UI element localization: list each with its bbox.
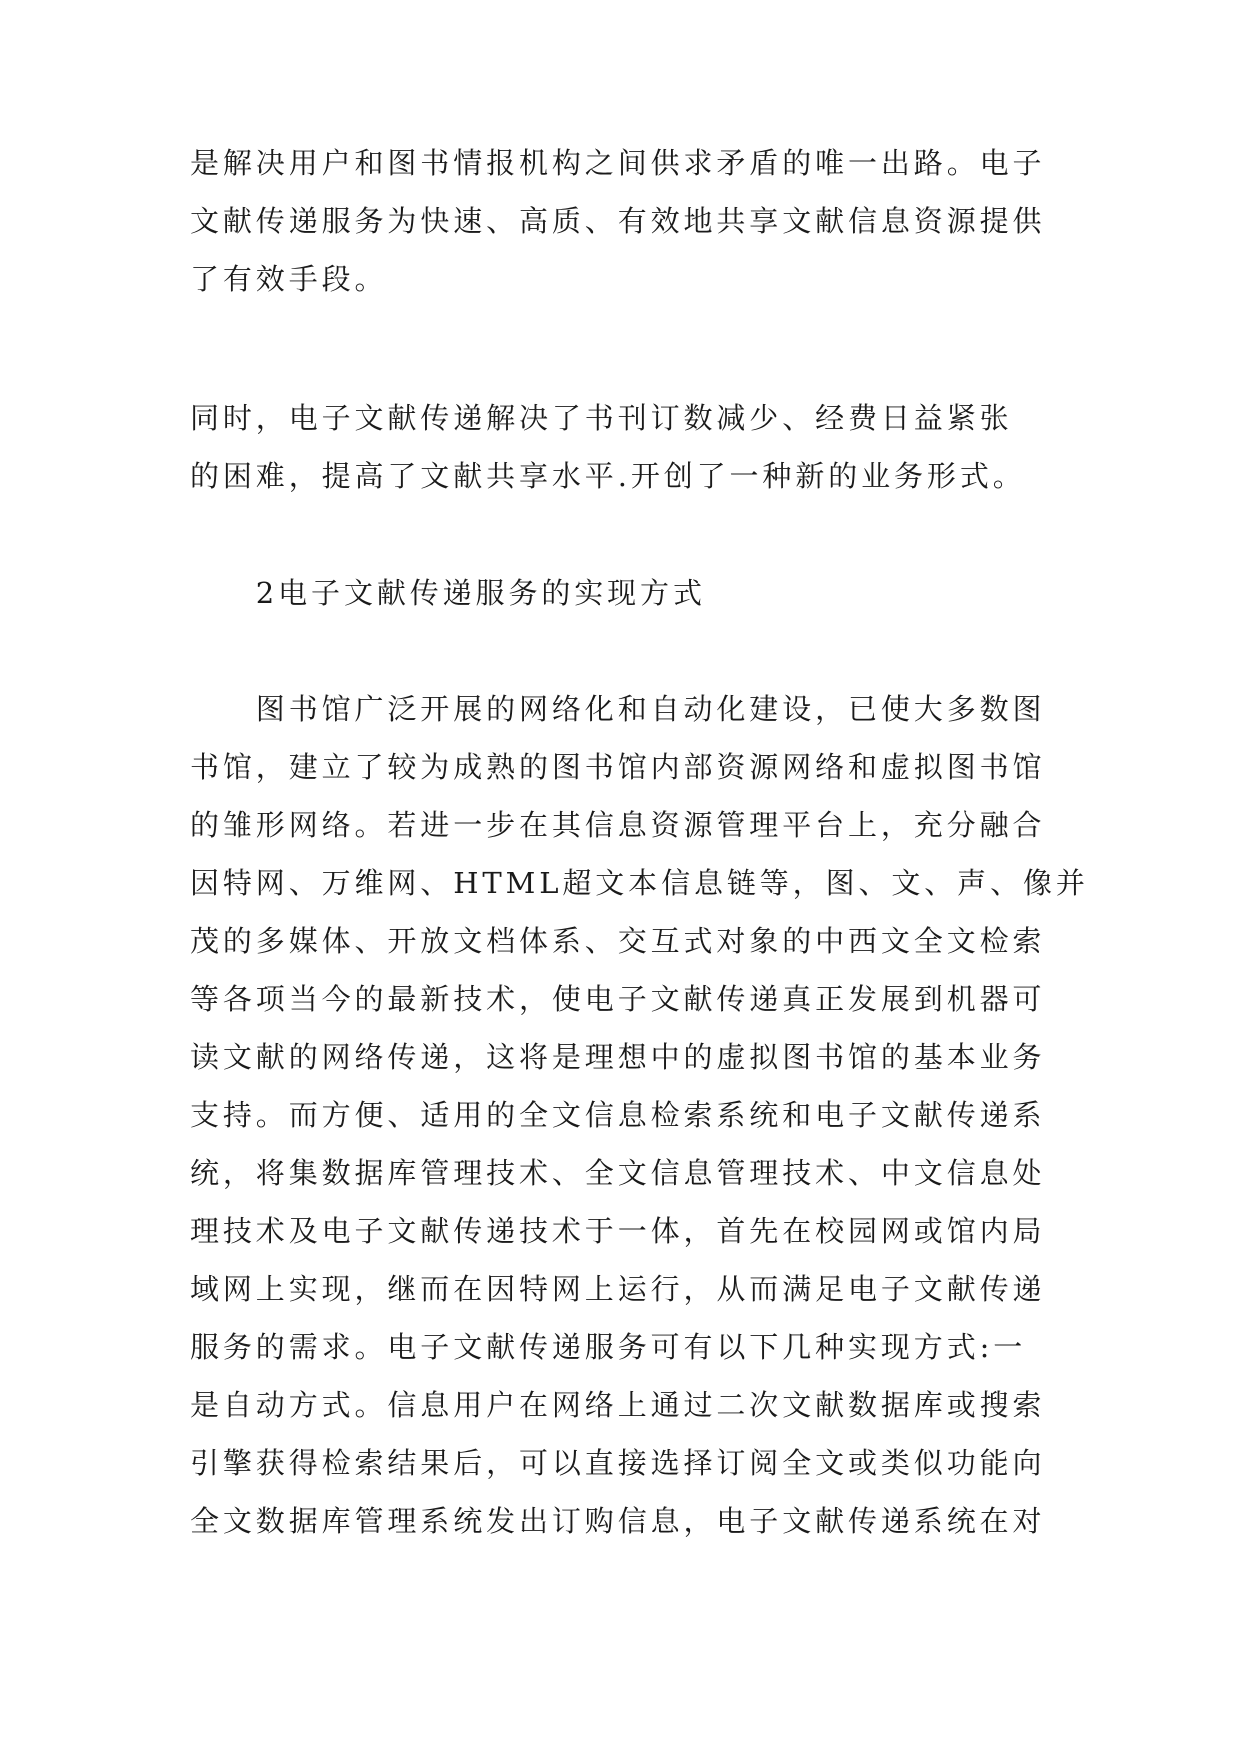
text-line: 理技术及电子文献传递技术于一体，首先在校园网或馆内局 — [190, 1214, 1046, 1248]
section-heading: 2电子文献传递服务的实现方式 — [190, 576, 706, 610]
text-line: 文献传递服务为快速、高质、有效地共享文献信息资源提供 — [190, 204, 1046, 238]
text-line: 服务的需求。电子文献传递服务可有以下几种实现方式:一 — [190, 1330, 1027, 1364]
text-line: 的雏形网络。若进一步在其信息资源管理平台上，充分融合 — [190, 808, 1046, 842]
text-line: 书馆，建立了较为成熟的图书馆内部资源网络和虚拟图书馆 — [190, 750, 1046, 784]
text-line: 因特网、万维网、HTML超文本信息链等，图、文、声、像并 — [190, 866, 1089, 900]
text-line: 的困难，提高了文献共享水平.开创了一种新的业务形式。 — [190, 459, 1026, 493]
text-line: 同时，电子文献传递解决了书刊订数减少、经费日益紧张 — [190, 401, 1013, 435]
text-line: 等各项当今的最新技术，使电子文献传递真正发展到机器可 — [190, 982, 1046, 1016]
text-line: 支持。而方便、适用的全文信息检索系统和电子文献传递系 — [190, 1098, 1046, 1132]
text-line: 茂的多媒体、开放文档体系、交互式对象的中西文全文检索 — [190, 924, 1046, 958]
text-line: 统，将集数据库管理技术、全文信息管理技术、中文信息处 — [190, 1156, 1046, 1190]
text-line: 读文献的网络传递，这将是理想中的虚拟图书馆的基本业务 — [190, 1040, 1046, 1074]
text-line: 全文数据库管理系统发出订购信息，电子文献传递系统在对 — [190, 1504, 1046, 1538]
text-line: 域网上实现，继而在因特网上运行，从而满足电子文献传递 — [190, 1272, 1046, 1306]
text-line: 是解决用户和图书情报机构之间供求矛盾的唯一出路。电子 — [190, 146, 1046, 180]
text-line: 了有效手段。 — [190, 262, 388, 296]
text-line: 图书馆广泛开展的网络化和自动化建设，已使大多数图 — [190, 692, 1046, 726]
text-line: 是自动方式。信息用户在网络上通过二次文献数据库或搜索 — [190, 1388, 1046, 1422]
text-line: 引擎获得检索结果后，可以直接选择订阅全文或类似功能向 — [190, 1446, 1046, 1480]
